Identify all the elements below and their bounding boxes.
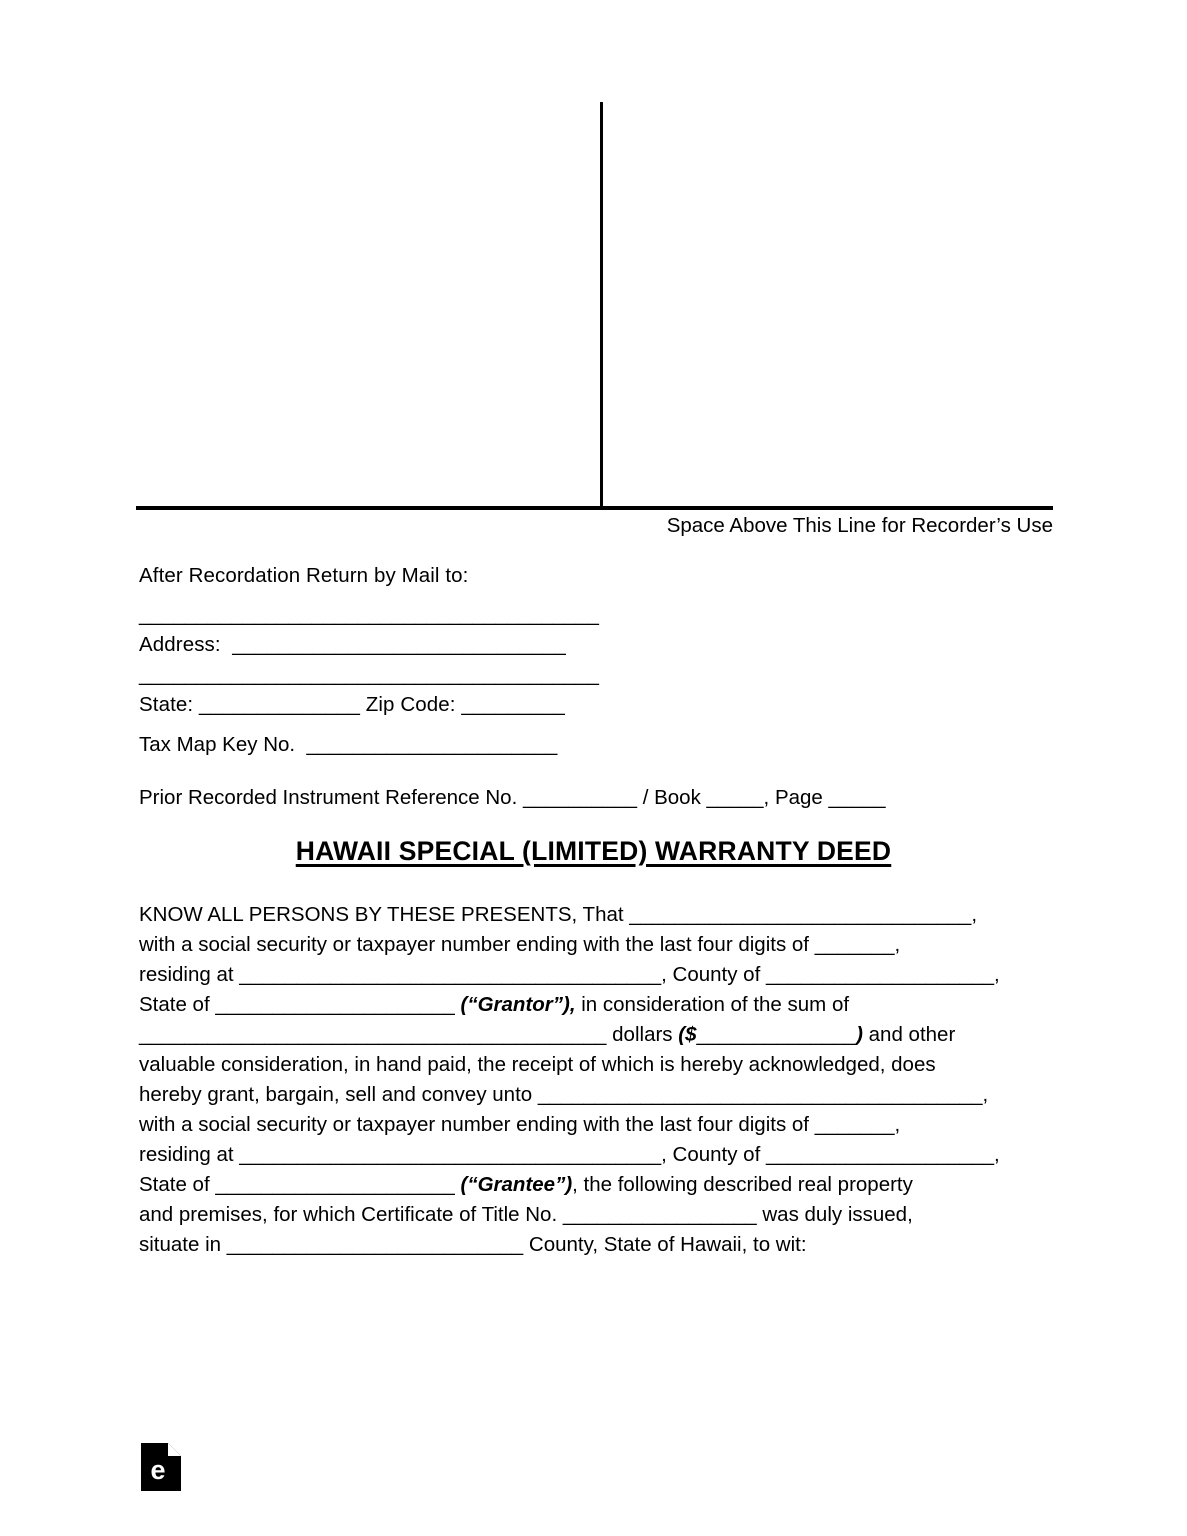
return-address-block [139, 561, 699, 720]
body-line-12 [139, 1230, 1051, 1260]
tax-map-key-label: Tax Map Key No. [139, 733, 296, 756]
page-title-text: HAWAII SPECIAL (LIMITED) WARRANTY DEED [295, 836, 892, 866]
grantor-name-blank[interactable]: ______________________________ [629, 903, 972, 926]
dollar-sign-open: ($ [678, 1023, 697, 1046]
prior-instrument-blank[interactable]: __________ [522, 786, 637, 809]
grantor-designation: (“Grantor”), [460, 993, 576, 1016]
body-line-4 [139, 990, 1051, 1020]
grantee-designation: (“Grantee”) [460, 1173, 573, 1196]
logo-letter: e [150, 1455, 166, 1485]
body-line-6: valuable consideration, in hand paid, the receipt of which is hereby acknowledged, does [139, 1053, 936, 1076]
body-line-9-county-label: , County of [661, 1143, 761, 1166]
dollars-label: dollars [612, 1023, 673, 1046]
body-line-10 [139, 1170, 1051, 1200]
address-second-blank[interactable]: ________________________________________ [139, 663, 600, 686]
prior-instrument-row [139, 783, 886, 813]
address-blank[interactable]: _____________________________ [232, 633, 566, 656]
state-blank[interactable]: ______________ [198, 693, 360, 716]
grantee-state-blank[interactable]: _____________________ [215, 1173, 455, 1196]
body-line-11 [139, 1200, 1051, 1230]
body-line-2-comma: , [894, 933, 901, 956]
book-label: / Book [642, 786, 701, 809]
body-line-4-text: in consideration of the sum of [581, 993, 850, 1016]
body-line-3 [139, 960, 1051, 990]
body-line-12-suffix: County, State of Hawaii, to wit: [528, 1233, 807, 1256]
grantee-ssn-blank[interactable]: _______ [814, 1113, 895, 1136]
body-line-9 [139, 1140, 1051, 1170]
grantor-state-blank[interactable]: _____________________ [215, 993, 455, 1016]
body-line-1-text: KNOW ALL PERSONS BY THESE PRESENTS, That [139, 903, 624, 926]
state-zip-row [139, 690, 699, 720]
grantee-name-blank[interactable]: _______________________________________ [537, 1083, 983, 1106]
return-name-blank[interactable]: ________________________________________ [139, 603, 600, 626]
grantor-residence-blank[interactable]: _____________________________________ [239, 963, 662, 986]
grantor-ssn-blank[interactable]: _______ [814, 933, 895, 956]
tax-map-key-blank[interactable]: ______________________ [306, 733, 558, 756]
body-line-8-comma: , [894, 1113, 901, 1136]
page-blank[interactable]: _____ [828, 786, 886, 809]
body-line-5 [139, 1020, 1051, 1050]
recorder-box-vertical-divider [600, 102, 603, 508]
book-blank[interactable]: _____ [706, 786, 764, 809]
grantor-county-blank[interactable]: ____________________ [765, 963, 995, 986]
body-line-1 [139, 900, 1051, 930]
body-line-11-suffix: was duly issued, [762, 1203, 913, 1226]
body-line-4-state-label: State of [139, 993, 210, 1016]
body-line-7 [139, 1080, 1051, 1110]
situate-county-blank[interactable]: __________________________ [226, 1233, 524, 1256]
grantee-residence-blank[interactable]: _____________________________________ [239, 1143, 662, 1166]
body-line-9-text: residing at [139, 1143, 234, 1166]
dollar-paren-close: ) [856, 1023, 863, 1046]
body-line-3-comma: , [994, 963, 1000, 986]
body-line-10-state-label: State of [139, 1173, 210, 1196]
page-label: , Page [763, 786, 823, 809]
address-label: Address: [139, 633, 221, 656]
zip-label: Zip Code: [365, 693, 456, 716]
document-e-logo-icon [141, 1443, 181, 1491]
deed-body [139, 900, 1051, 1260]
recorder-box-bottom-rule [136, 506, 1053, 510]
grantee-county-blank[interactable]: ____________________ [765, 1143, 995, 1166]
state-label: State: [139, 693, 194, 716]
recorder-use-caption: Space Above This Line for Recorder’s Use [666, 514, 1053, 537]
body-line-12-text: situate in [139, 1233, 222, 1256]
consideration-amount-blank[interactable]: ______________ [696, 1023, 857, 1046]
address-row [139, 630, 699, 660]
body-line-8-text: with a social security or taxpayer number ending with the last four digits of [139, 1113, 809, 1136]
return-heading: After Recordation Return by Mail to: [139, 564, 469, 587]
page-title [0, 836, 1187, 867]
body-line-7-comma: , [982, 1083, 989, 1106]
body-line-11-text: and premises, for which Certificate of Title No. [139, 1203, 558, 1226]
body-line-10-text: , the following described real property [572, 1173, 913, 1196]
body-line-7-text: hereby grant, bargain, sell and convey unto [139, 1083, 533, 1106]
certificate-of-title-blank[interactable]: _________________ [562, 1203, 757, 1226]
recorder-use-box [136, 100, 1053, 510]
body-line-2 [139, 930, 1051, 960]
spacer [139, 591, 699, 600]
body-line-9-comma: , [994, 1143, 1000, 1166]
consideration-words-blank[interactable]: _________________________________________ [139, 1023, 607, 1046]
zip-blank[interactable]: _________ [461, 693, 565, 716]
body-line-3-county-label: , County of [661, 963, 761, 986]
body-line-3-text: residing at [139, 963, 234, 986]
body-line-8 [139, 1110, 1051, 1140]
tax-map-key-row [139, 730, 557, 760]
prior-instrument-label: Prior Recorded Instrument Reference No. [139, 786, 518, 809]
body-line-5-text: and other [868, 1023, 956, 1046]
body-line-2-text: with a social security or taxpayer number ending with the last four digits of [139, 933, 809, 956]
body-line-1-comma: , [971, 903, 978, 926]
